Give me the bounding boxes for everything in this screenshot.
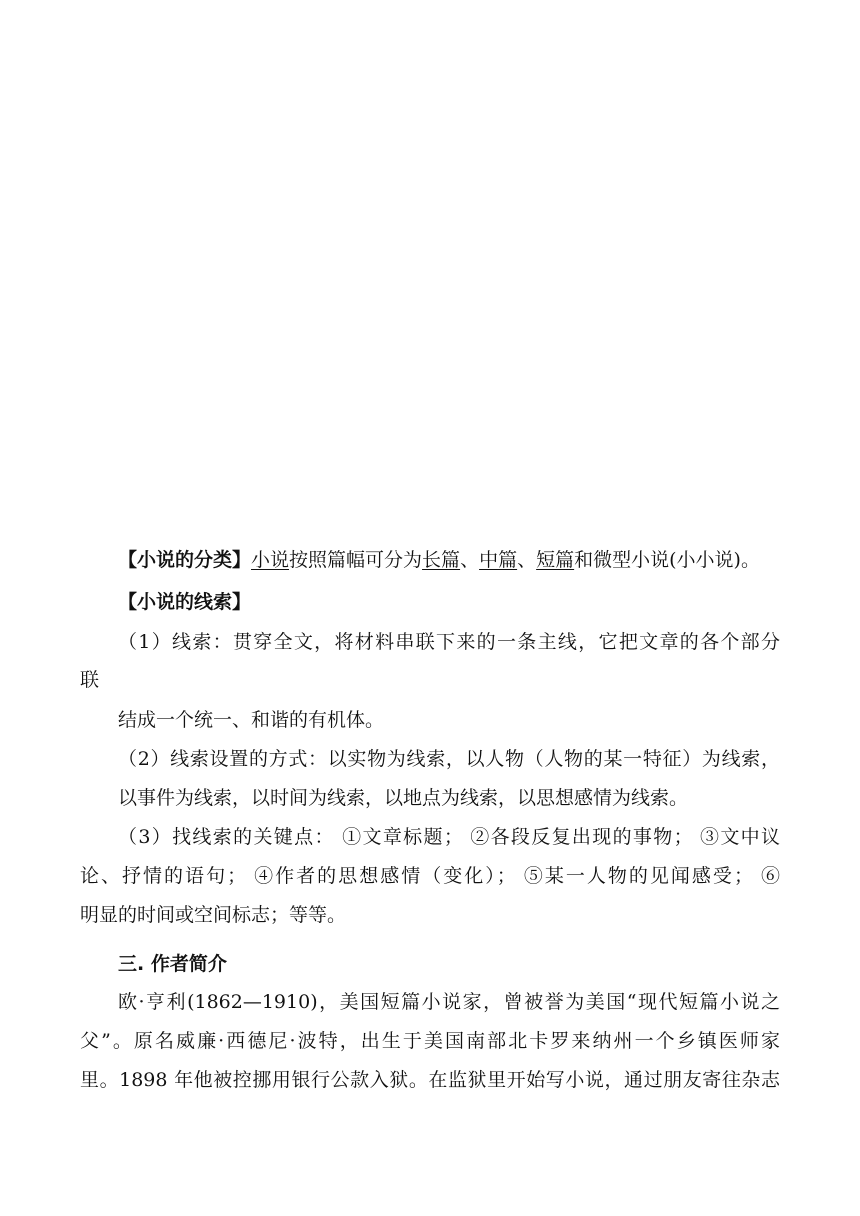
classification-paragraph xyxy=(118,548,818,572)
separator: 、 xyxy=(517,549,537,571)
clue-p1-line2: 联 xyxy=(80,669,100,691)
long-novel-term: 长篇 xyxy=(422,549,461,571)
novel-term: 小说 xyxy=(251,549,290,571)
classification-text-end: 和微型小说(小小说)。 xyxy=(574,549,760,571)
separator: 、 xyxy=(460,549,480,571)
clue-p1-line3: 结成一个统一、和谐的有机体。 xyxy=(118,709,385,731)
clue-p2-line2: 以事件为线索，以时间为线索，以地点为线索，以思想感情为线索。 xyxy=(118,787,689,809)
clue-p2-line1: （2）线索设置的方式：以实物为线索，以人物（人物的某一特征）为线索， xyxy=(118,748,780,770)
short-novel-term: 短篇 xyxy=(536,549,575,571)
classification-heading: 【小说的分类】 xyxy=(118,549,252,571)
classification-text: 按照篇幅可分为 xyxy=(289,549,423,571)
author-heading: 三. 作者简介 xyxy=(118,953,227,975)
medium-novel-term: 中篇 xyxy=(479,549,518,571)
author-line2: 父”。原名威廉·西德尼·波特，出生于美国南部北卡罗来纳州一个乡镇医师家 xyxy=(80,1030,780,1052)
clue-p3-line1: （3）找线索的关键点： ①文章标题； ②各段反复出现的事物； ③文中议 xyxy=(118,826,780,848)
clue-p3-line3: 明显的时间或空间标志；等等。 xyxy=(80,904,347,926)
author-line3: 里。1898 年他被控挪用银行公款入狱。在监狱里开始写小说，通过朋友寄往杂志 xyxy=(80,1069,780,1091)
author-line1: 欧·亨利(1862—1910)，美国短篇小说家，曾被誉为美国“现代短篇小说之 xyxy=(118,991,780,1013)
clue-p3-line2: 论、抒情的语句； ④作者的思想感情（变化）； ⑤某一人物的见闻感受； ⑥ xyxy=(80,865,780,887)
clue-heading: 【小说的线索】 xyxy=(118,591,252,613)
clue-p1-line1: （1）线索：贯穿全文，将材料串联下来的一条主线，它把文章的各个部分 xyxy=(118,631,780,653)
